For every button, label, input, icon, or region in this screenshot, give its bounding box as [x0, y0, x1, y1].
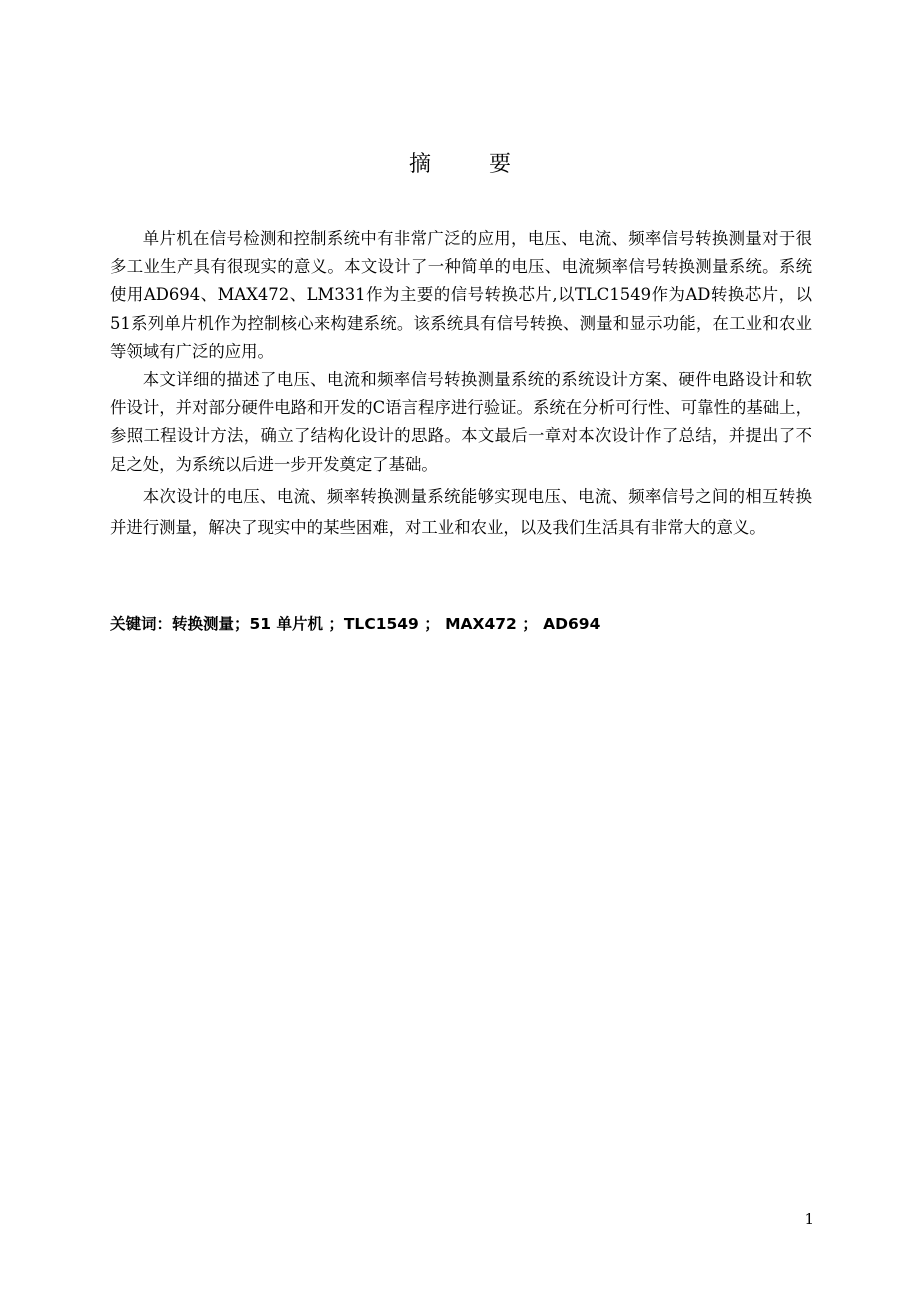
abstract-paragraph-3: 本次设计的电压、电流、频率转换测量系统能够实现电压、电流、频率信号之间的相互转换并进行测量，解决了现实中的某些困难，对工业和农业，以及我们生活具有非常大的意义。	[110, 486, 812, 537]
keywords-line: 关键词：转换测量；51 单片机 ；TLC1549 ； MAX472 ； AD694	[110, 615, 601, 633]
abstract-paragraph-1: 单片机在信号检测和控制系统中有非常广泛的应用，电压、电流、频率信号转换测量对于很多工业生产具有很现实的意义。本文设计了一种简单的电压、电流频率信号转换测量系统。系统使用AD694、MAX472、LM331作为主要的信号转换芯片,以TLC1549作为AD转换芯片，以51系列单片机作为控制核心来构建系统。该系统具有信号转换、测量和显示功能，在工业和农业等领域有广泛的应用。	[110, 229, 812, 361]
abstract-body	[110, 225, 812, 543]
page-title: 摘 要	[408, 152, 529, 177]
abstract-paragraph-2: 本文详细的描述了电压、电流和频率信号转换测量系统的系统设计方案、硬件电路设计和软件设计，并对部分硬件电路和开发的C语言程序进行验证。系统在分析可行性、可靠性的基础上，参照工程设计方法，确立了结构化设计的思路。本文最后一章对本次设计作了总结，并提出了不足之处，为系统以后进一步开发奠定了基础。	[110, 370, 812, 474]
page-number: 1	[804, 1210, 814, 1228]
